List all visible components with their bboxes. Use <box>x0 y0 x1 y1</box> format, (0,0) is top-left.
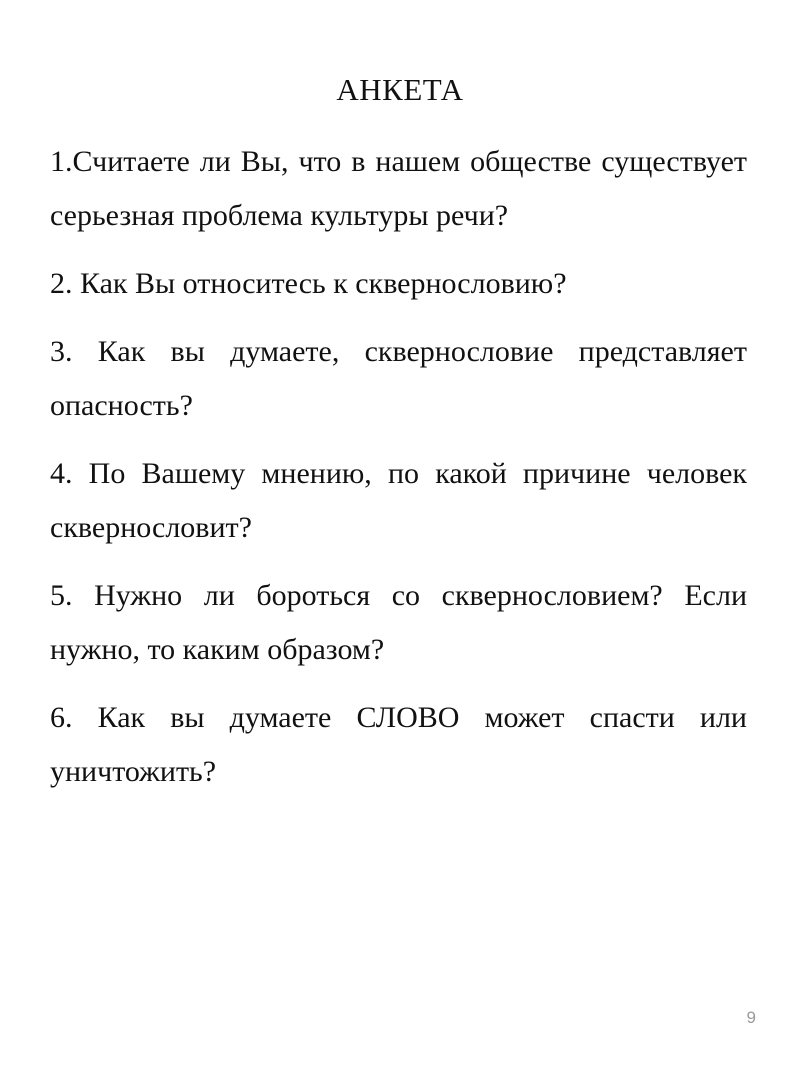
questionnaire-body <box>50 135 747 813</box>
question-3: 3. Как вы думаете, сквернословие представляет опасность? <box>50 335 747 422</box>
question-1: 1.Считаете ли Вы, что в нашем обществе существует серьезная проблема культуры речи? <box>50 145 747 232</box>
page-title: АНКЕТА <box>336 72 464 107</box>
question-5: 5. Нужно ли бороться со сквернословием? Если нужно, то каким образом? <box>50 579 747 666</box>
question-4: 4. По Вашему мнению, по какой причине человек сквернословит? <box>50 457 747 544</box>
question-6: 6. Как вы думаете СЛОВО может спасти или уничтожить? <box>50 701 747 788</box>
question-2: 2. Как Вы относитесь к сквернословию? <box>50 267 567 300</box>
page-number: 9 <box>746 1008 756 1027</box>
